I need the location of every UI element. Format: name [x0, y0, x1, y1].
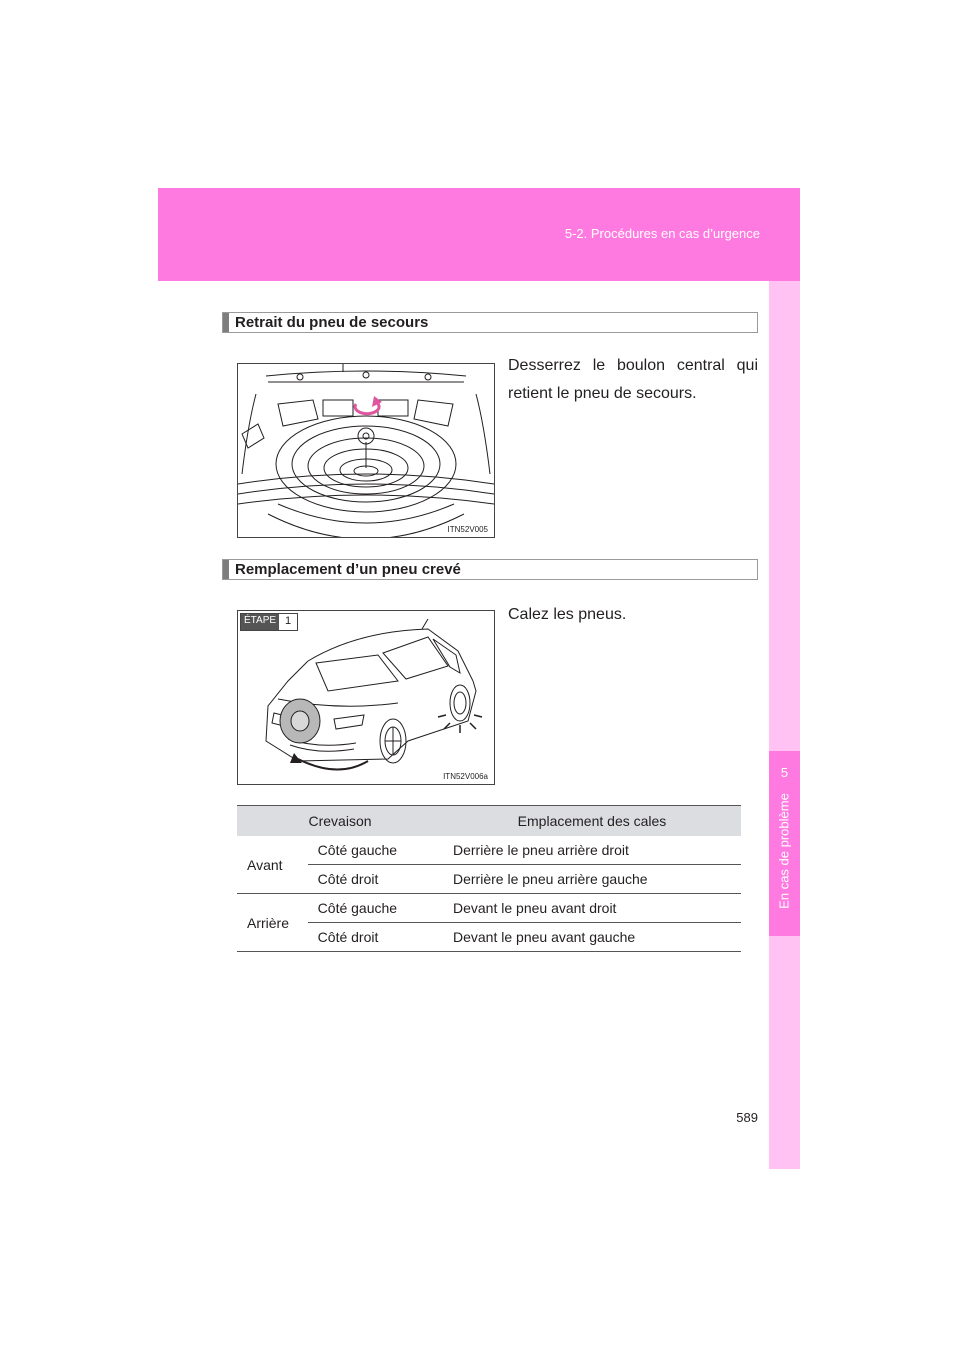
section-title-bar-flat-tire	[222, 559, 758, 580]
location-cell: Devant le pneu avant droit	[443, 894, 741, 923]
page-number: 589	[736, 1110, 758, 1125]
figure-code: ITN52V005	[447, 525, 488, 534]
chapter-tab	[769, 751, 800, 936]
section-instruction: Desserrez le boulon central qui retient le pneu de secours.	[508, 357, 758, 402]
section-title: Retrait du pneu de secours	[235, 314, 429, 331]
car-drawing	[238, 611, 494, 784]
table-row	[237, 836, 741, 865]
section-heading: 5-2. Procédures en cas d’urgence	[564, 226, 760, 241]
section-instruction: Calez les pneus.	[508, 606, 627, 623]
car-chocks-illustration	[237, 610, 495, 785]
group-cell: Avant	[237, 836, 308, 894]
section-title-bar-spare-removal	[222, 312, 758, 333]
spare-tire-illustration	[237, 363, 495, 538]
table-row	[237, 923, 741, 952]
location-cell: Devant le pneu avant gauche	[443, 923, 741, 952]
side-cell: Côté droit	[308, 923, 443, 952]
chapter-sidebar	[769, 281, 800, 1169]
section-title: Remplacement d’un pneu crevé	[235, 561, 461, 578]
side-cell: Côté gauche	[308, 836, 443, 865]
column-header: Crevaison	[237, 806, 443, 837]
table-header-row	[237, 806, 741, 837]
side-cell: Côté droit	[308, 865, 443, 894]
header-band	[158, 188, 800, 281]
section-accent	[223, 560, 229, 579]
step-label: ÉTAPE	[241, 614, 279, 630]
chock-location-table	[237, 805, 741, 952]
location-cell: Derrière le pneu arrière gauche	[443, 865, 741, 894]
column-header: Emplacement des cales	[443, 806, 741, 837]
side-cell: Côté gauche	[308, 894, 443, 923]
table-row	[237, 865, 741, 894]
table-row	[237, 894, 741, 923]
figure-code: ITN52V006a	[443, 772, 488, 781]
chapter-number: 5	[780, 765, 789, 780]
chapter-label: En cas de problème	[776, 793, 792, 909]
step-badge	[240, 613, 298, 631]
spare-tire-drawing	[238, 364, 494, 537]
section-accent	[223, 313, 229, 332]
step-number: 1	[279, 614, 297, 630]
location-cell: Derrière le pneu arrière droit	[443, 836, 741, 865]
group-cell: Arrière	[237, 894, 308, 952]
